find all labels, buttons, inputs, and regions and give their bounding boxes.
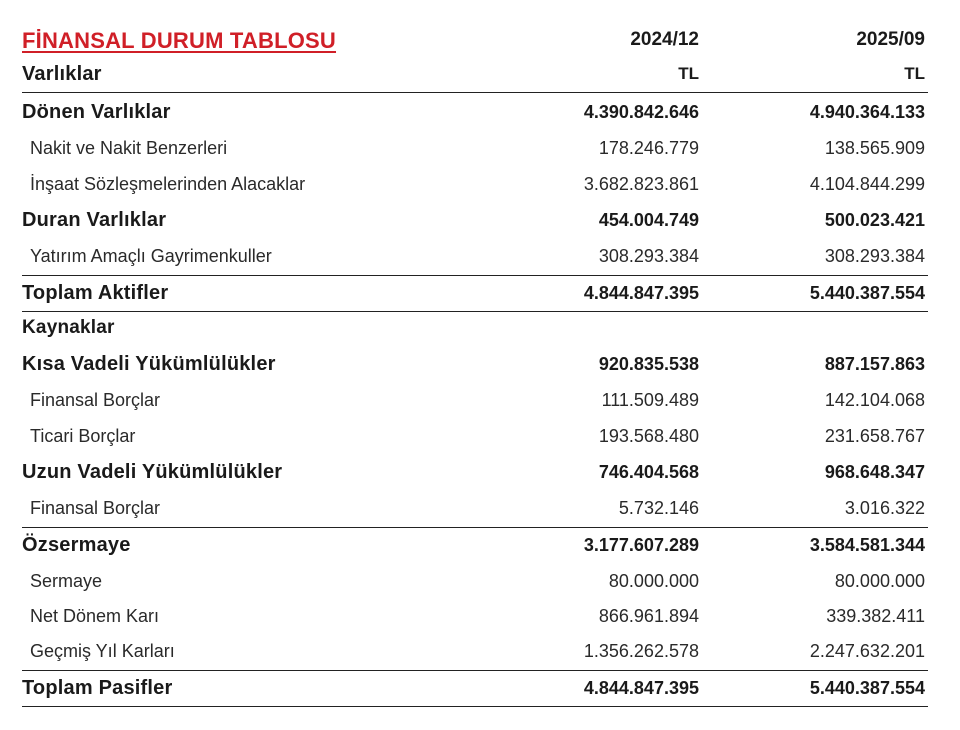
value-2025: 4.940.364.133 — [809, 102, 925, 122]
value-2025: 138.565.909 — [824, 138, 925, 158]
value-2024: 4.844.847.395 — [583, 678, 699, 698]
table-row — [22, 633, 928, 669]
value-2025: 2.247.632.201 — [809, 641, 925, 661]
bottom-divider — [22, 706, 928, 707]
value-2025: 500.023.421 — [824, 210, 925, 230]
table-row — [22, 563, 928, 599]
table-row — [22, 454, 928, 490]
table-row — [22, 418, 928, 454]
value-2024: 454.004.749 — [598, 210, 699, 230]
assets-heading: Varlıklar — [22, 63, 102, 85]
row-label: İnşaat Sözleşmelerinden Alacaklar — [30, 174, 306, 194]
value-2024: 5.732.146 — [618, 498, 699, 518]
value-2024: 3.682.823.861 — [583, 174, 699, 194]
value-2024: 3.177.607.289 — [583, 535, 699, 555]
row-label: Toplam Pasifler — [22, 677, 173, 699]
table-row — [22, 130, 928, 166]
value-2025: 5.440.387.554 — [809, 678, 925, 698]
value-2024: 193.568.480 — [598, 426, 699, 446]
table-row — [22, 527, 928, 563]
value-2025: 887.157.863 — [824, 354, 925, 374]
row-label: Duran Varlıklar — [22, 209, 167, 231]
row-label: Ticari Borçlar — [30, 426, 136, 446]
header-divider — [22, 92, 928, 93]
value-2024: 80.000.000 — [608, 571, 699, 591]
liabilities-heading-row — [22, 310, 928, 346]
value-2025: 3.016.322 — [844, 498, 925, 518]
value-2024: 866.961.894 — [598, 606, 699, 626]
value-2024: 308.293.384 — [598, 246, 699, 266]
value-2024: 1.356.262.578 — [583, 641, 699, 661]
value-2024: 920.835.538 — [598, 354, 699, 374]
unit-2024: TL — [678, 64, 699, 83]
value-2024: 178.246.779 — [598, 138, 699, 158]
unit-2025: TL — [904, 64, 925, 83]
table-row — [22, 598, 928, 634]
value-2024: 4.390.842.646 — [583, 102, 699, 122]
liabilities-heading: Kaynaklar — [22, 317, 115, 338]
total-liabilities-row — [22, 670, 928, 706]
value-2025: 4.104.844.299 — [809, 174, 925, 194]
table-row — [22, 490, 928, 526]
row-label: Net Dönem Karı — [30, 606, 160, 626]
value-2024: 111.509.489 — [601, 390, 699, 410]
value-2025: 339.382.411 — [826, 606, 925, 626]
value-2024: 4.844.847.395 — [583, 283, 699, 303]
value-2024: 746.404.568 — [598, 462, 699, 482]
table-row — [22, 238, 928, 274]
total-assets-row — [22, 275, 928, 311]
table-row — [22, 94, 928, 130]
row-label: Nakit ve Nakit Benzerleri — [30, 138, 228, 158]
row-label: Uzun Vadeli Yükümlülükler — [22, 461, 283, 483]
value-2025: 308.293.384 — [824, 246, 925, 266]
table-row — [22, 202, 928, 238]
table-row — [22, 382, 928, 418]
assets-heading-row — [22, 56, 928, 92]
value-2025: 3.584.581.344 — [809, 535, 925, 555]
row-label: Dönen Varlıklar — [22, 101, 171, 123]
column-header-2025: 2025/09 — [856, 29, 925, 50]
row-label: Finansal Borçlar — [30, 498, 161, 518]
row-label: Sermaye — [30, 571, 103, 591]
column-header-2024: 2024/12 — [630, 29, 699, 50]
table-row — [22, 346, 928, 382]
value-2025: 231.658.767 — [824, 426, 925, 446]
value-2025: 142.104.068 — [824, 390, 925, 410]
value-2025: 5.440.387.554 — [809, 283, 925, 303]
row-label: Kısa Vadeli Yükümlülükler — [22, 353, 276, 375]
table-title: FİNANSAL DURUM TABLOSU — [22, 28, 337, 53]
row-label: Özsermaye — [22, 534, 131, 556]
table-row — [22, 166, 928, 202]
row-label: Toplam Aktifler — [22, 282, 169, 304]
value-2025: 968.648.347 — [824, 462, 925, 482]
row-label: Yatırım Amaçlı Gayrimenkuller — [30, 246, 272, 266]
row-label: Finansal Borçlar — [30, 390, 161, 410]
row-label: Geçmiş Yıl Karları — [30, 641, 175, 661]
value-2025: 80.000.000 — [834, 571, 925, 591]
